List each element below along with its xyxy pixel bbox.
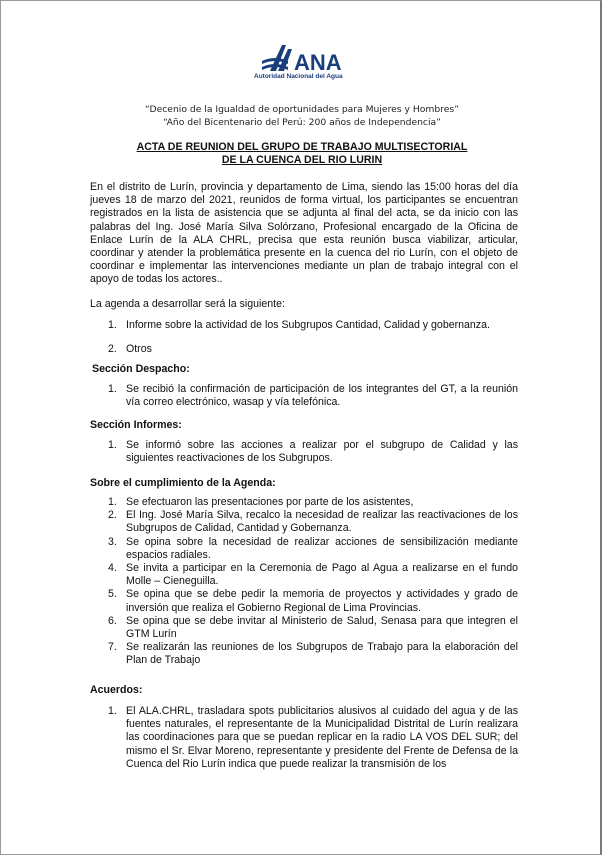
list-item [90, 383, 518, 409]
list-item [90, 536, 518, 562]
item-text: Se efectuaron las presentaciones por parte de los asistentes, [126, 496, 414, 508]
cumplimiento-heading: Sobre el cumplimiento de la Agenda: [90, 477, 276, 489]
logo-subtitle: Autoridad Nacional del Agua [254, 73, 343, 80]
item-text: Se invita a participar en la Ceremonia de Pago al Agua a realizarse en el fundo Molle – Cieneguilla. [126, 562, 518, 588]
motto-bicentenario: “Año del Bicentenario del Perú: 200 años de Independencia” [163, 117, 441, 128]
item-text: Se recibió la confirmación de participación de los integrantes del GT, a la reunión vía correo electrónico, wasap y vía telefónica. [126, 383, 518, 409]
item-number: 1. [108, 705, 117, 717]
list-item [90, 496, 518, 509]
acuerdos-heading: Acuerdos: [90, 684, 143, 696]
list-item [90, 641, 518, 667]
agenda-intro: La agenda a desarrollar será la siguiente: [90, 298, 285, 310]
list-item [90, 615, 518, 641]
despacho-list [90, 383, 518, 409]
item-number: 6. [108, 614, 117, 627]
item-number: 2. [108, 509, 117, 522]
list-item [90, 705, 518, 771]
agenda-list [90, 319, 518, 367]
item-text: El Ing. José María Silva, recalco la necesidad de realizar las reactivaciones de los Subgrupos de Calidad, Cantidad y Gobernanza. [126, 509, 518, 535]
logo-text: ANA [294, 50, 342, 75]
cumplimiento-list [90, 496, 518, 668]
item-number: 2. [108, 343, 117, 356]
list-item [90, 319, 518, 332]
motto-decenio: “Decenio de la Igualdad de oportunidades para Mujeres y Hombres” [145, 104, 459, 115]
item-text: Informe sobre la actividad de los Subgrupos Cantidad, Calidad y gobernanza. [126, 319, 490, 331]
item-number: 1. [108, 319, 117, 331]
despacho-heading: Sección Despacho: [92, 363, 190, 375]
mottos [1, 103, 602, 129]
item-number: 3. [108, 535, 117, 548]
item-number: 7. [108, 641, 117, 654]
item-number: 1. [108, 496, 117, 508]
item-text: El ALA.CHRL, trasladara spots publicitarios alusivos al cuidado del agua y de las fuentes naturales, el representante de la Municipalidad Distrital de Lurín realizara las coordinaciones para que se puedan replicar en la radio LA VOS DEL SUR; del mismo el Sr. Elvar Moreno, representante y presidente del Frente de Defensa de la Cuenca del Rio Lurín indica que puede realizar la transmisión de los [126, 705, 518, 770]
list-item [90, 562, 518, 588]
item-text: Se opina que se debe pedir la memoria de proyectos y actividades y grado de inversión que realiza el Gobierno Regional de Lima Provincias. [126, 588, 518, 614]
title-line-1: ACTA DE REUNION DEL GRUPO DE TRABAJO MULTISECTORIAL [136, 141, 468, 153]
informes-list [90, 439, 518, 465]
item-number: 1. [108, 383, 117, 395]
list-item [90, 439, 518, 465]
item-text: Se opina que se debe invitar al Ministerio de Salud, Senasa para que integren el GTM Lurín [126, 614, 518, 641]
item-text: Se informó sobre las acciones a realizar por el subgrupo de Calidad y las siguientes reactivaciones de los Subgrupos. [126, 439, 518, 465]
acuerdos-list [90, 705, 518, 771]
item-text: Se realizarán las reuniones de los Subgrupos de Trabajo para la elaboración del Plan de Trabajo [126, 641, 518, 667]
intro-paragraph: En el distrito de Lurín, provincia y departamento de Lima, siendo las 15:00 horas del día jueves 18 de marzo del 2021, reunidos de forma virtual, los participantes se encuentran registrados en la lista de asistencia que se adjunta al final del acta, se da inicio con las palabras del Ing. José María Silva Solórzano, Profesional encargado de la Oficina de Enlace Lurín de la ALA CHRL, precisa que esta reunión busca viabilizar, articular, coordinar y atender la problemática presente en la cuenca del rio Lurín, con el objeto de coordinar e implementar las intervenciones mediante un plan de trabajo integral con el apoyo de todas los actores.. [90, 181, 518, 286]
item-number: 4. [108, 562, 117, 575]
list-item [90, 509, 518, 535]
list-item [90, 343, 518, 356]
list-item [90, 588, 518, 614]
informes-heading: Sección Informes: [90, 419, 182, 431]
item-text: Se opina sobre la necesidad de realizar acciones de sensibilización mediante espacios radiales. [126, 535, 518, 561]
document-title [1, 141, 602, 167]
item-number: 1. [108, 439, 117, 451]
item-number: 5. [108, 588, 117, 601]
item-text: Otros [126, 343, 152, 356]
title-line-2: DE LA CUENCA DEL RIO LURIN [221, 154, 383, 166]
